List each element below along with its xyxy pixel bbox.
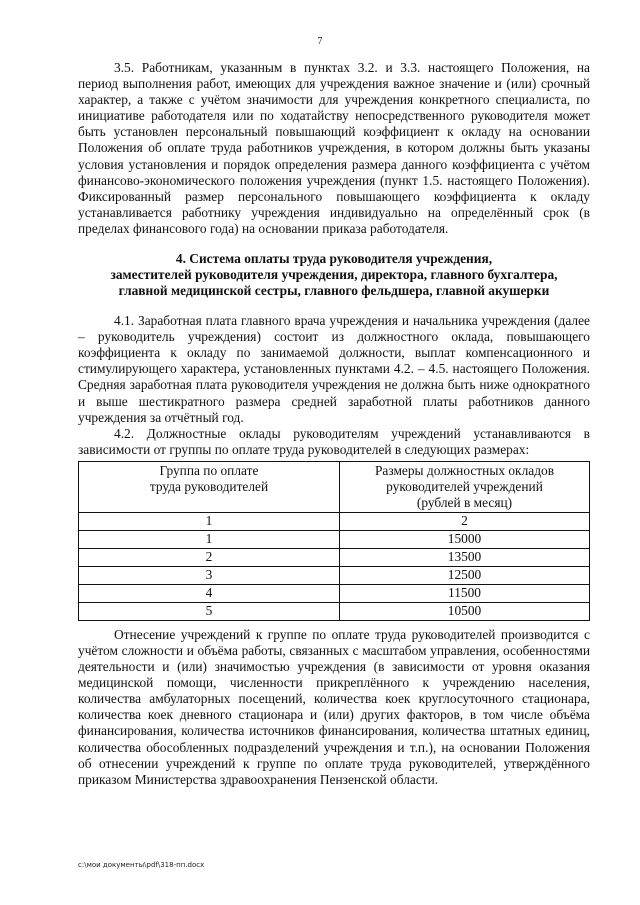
table-row (79, 548, 590, 566)
table-row (79, 512, 590, 530)
section-4-heading (78, 251, 590, 299)
salary-cell: 15000 (340, 530, 590, 548)
salary-cell: 13500 (340, 548, 590, 566)
section-4-heading-line: главной медицинской сестры, главного фельдшера, главной акушерки (118, 283, 550, 299)
paragraph-group-assignment: Отнесение учреждений к группе по оплате труда руководителей производится с учётом сложности и объёма работы, связанных с масштабом управления, особенностями деятельности и (или) значимостью учреждения (в зависимости от уровня оказания медицинской помощи, численности прикреплённого к учреждению населения, количества амбулаторных посещений, количества коек круглосуточного стационара, количества коек дневного стационара и (или) других факторов, в том числе объёма финансирования, количества источников финансирования, количества штатных единиц, количества обособленных подразделений учреждения и т.п.), на основании Положения об отнесении учреждений к группе по оплате труда руководителей, утверждённого приказом Министерства здравоохранения Пензенской области. (78, 626, 590, 787)
salary-cell: 12500 (340, 566, 590, 584)
table-row (79, 584, 590, 602)
page-number: 7 (317, 36, 323, 47)
paragraph-4-1: 4.1. Заработная плата главного врача учреждения и начальника учреждения (далее – руководитель учреждения) состоит из должностного оклада, повышающего коэффициента к окладу по занимаемой должности, выплат компенсационного и стимулирующего характера, установленных пунктами 4.2. – 4.5. настоящего Положения. Средняя заработная плата руководителя учреждения не должна быть ниже однократного и выше шестикратного размера средней заработной платы работников данного учреждения за отчётный год. (78, 313, 590, 425)
salary-column-header: Размеры должностных окладов руководителей учреждений (рублей в месяц) (340, 461, 590, 512)
group-cell: 1 (79, 512, 340, 530)
table-header-row (79, 461, 590, 512)
salary-cell: 2 (340, 512, 590, 530)
paragraph-4-2: 4.2. Должностные оклады руководителям учреждений устанавливаются в зависимости от группы по оплате труда руководителей в следующих размерах: (78, 425, 590, 457)
salary-cell: 10500 (340, 602, 590, 620)
group-cell: 1 (79, 530, 340, 548)
group-column-header: Группа по оплате труда руководителей (79, 461, 340, 512)
group-cell: 4 (79, 584, 340, 602)
document-body (78, 60, 590, 788)
table-row (79, 530, 590, 548)
salary-cell: 11500 (340, 584, 590, 602)
paragraph-3-5: 3.5. Работникам, указанным в пунктах 3.2. и 3.3. настоящего Положения, на период выполнения работ, имеющих для учреждения важное значение и (или) срочный характер, а также с учётом значимости для учреждения конкретного специалиста, по инициативе работодателя или по ходатайству непосредственного руководителя может быть установлен персональный повышающий коэффициент к окладу на основании Положения об оплате труда работников учреждения, в котором должны быть указаны условия установления и порядок определения размера данного коэффициента с учётом финансово-экономического положения учреждения (пункт 1.5. настоящего Положения). Фиксированный размер персонального повышающего коэффициента к окладу устанавливается работнику учреждения индивидуально на определённый срок (в пределах финансового года) на основании приказа работодателя. (78, 60, 590, 236)
section-4-heading-line: 4. Система оплаты труда руководителя учреждения, (175, 251, 493, 267)
table-row (79, 566, 590, 584)
table-row (79, 602, 590, 620)
salary-table (78, 461, 590, 621)
group-cell: 2 (79, 548, 340, 566)
group-cell: 5 (79, 602, 340, 620)
file-path-footer: c:\мои документы\pdf\318-пп.docx (78, 861, 205, 869)
group-cell: 3 (79, 566, 340, 584)
section-4-heading-line: заместителей руководителя учреждения, директора, главного бухгалтера, (110, 267, 558, 283)
